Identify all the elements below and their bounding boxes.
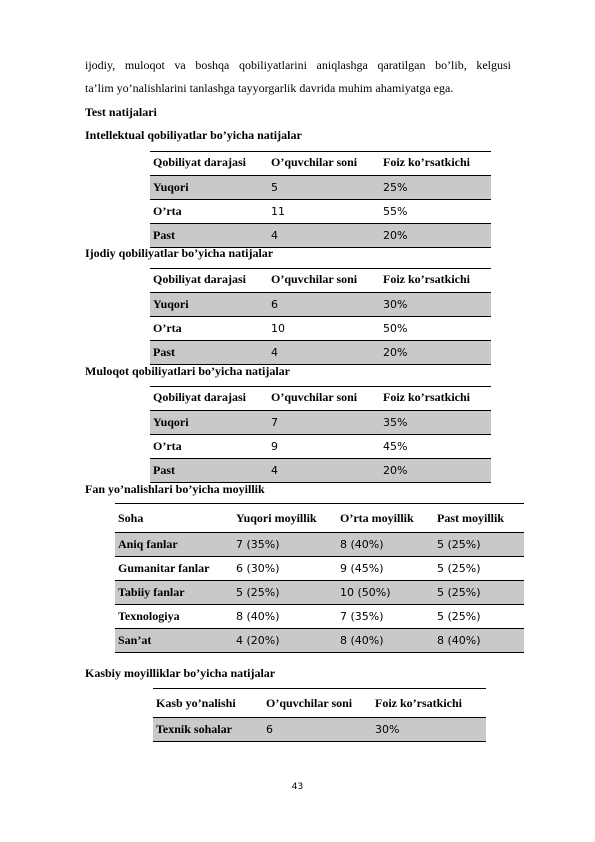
percent-cell: 25% [380,176,491,200]
intro-line-2: ta’lim yo’nalishlarini tanlashga tayyorgarlik davrida muhim ahamiyatga ega. [85,81,454,95]
table-careers [153,688,486,742]
header-cell: Qobiliyat darajasi [150,387,268,411]
section-title-communication: Muloqot qobiliyatlari bo’yicha natijalar [85,364,291,378]
level-cell: O’rta [150,317,268,341]
section-title-careers: Kasbiy moyilliklar bo’yicha natijalar [85,666,276,680]
high-cell: 6 (30%) [233,557,337,581]
low-cell: 5 (25%) [434,581,524,605]
table-header-row [150,152,491,176]
level-cell: Yuqori [150,411,268,435]
table-row [115,605,524,629]
percent-cell: 30% [372,718,486,742]
section-title-subjects: Fan yo’nalishlari bo’yicha moyillik [85,482,265,496]
percent-cell: 55% [380,200,491,224]
table-row [150,293,491,317]
table-communication [150,386,491,483]
table-row [153,718,486,742]
section-title-creative: Ijodiy qobiliyatlar bo’yicha natijalar [85,246,274,260]
career-cell: Texnik sohalar [153,718,263,742]
medium-cell: 9 (45%) [337,557,434,581]
header-cell: O’quvchilar soni [263,689,372,718]
low-cell: 5 (25%) [434,533,524,557]
count-cell: 5 [268,176,380,200]
table-creative [150,268,491,365]
header-cell: Past moyillik [434,504,524,533]
field-cell: Tabiiy fanlar [115,581,233,605]
level-cell: Past [150,341,268,365]
low-cell: 5 (25%) [434,557,524,581]
count-cell: 10 [268,317,380,341]
header-cell: Foiz ko’rsatkichi [372,689,486,718]
header-cell: O’quvchilar soni [268,269,380,293]
count-cell: 6 [268,293,380,317]
table-row [150,411,491,435]
table-row [115,533,524,557]
section-title-intellectual: Intellektual qobiliyatlar bo’yicha natijalar [85,128,302,142]
level-cell: Past [150,224,268,248]
level-cell: Yuqori [150,293,268,317]
medium-cell: 10 (50%) [337,581,434,605]
table-subjects [115,503,524,653]
percent-cell: 30% [380,293,491,317]
header-cell: Kasb yo’nalishi [153,689,263,718]
percent-cell: 20% [380,224,491,248]
field-cell: Texnologiya [115,605,233,629]
table-row [115,581,524,605]
header-cell: O’rta moyillik [337,504,434,533]
high-cell: 5 (25%) [233,581,337,605]
table-header-row [150,387,491,411]
header-cell: Foiz ko’rsatkichi [380,387,491,411]
header-cell: Foiz ko’rsatkichi [380,152,491,176]
percent-cell: 50% [380,317,491,341]
count-cell: 9 [268,435,380,459]
table-row [150,459,491,483]
table-row [150,224,491,248]
page-number: 43 [291,782,304,792]
table-row [150,317,491,341]
header-cell: Yuqori moyillik [233,504,337,533]
count-cell: 6 [263,718,372,742]
table-header-row [115,504,524,533]
table-header-row [150,269,491,293]
test-results-heading: Test natijalari [85,105,157,119]
high-cell: 8 (40%) [233,605,337,629]
header-cell: O’quvchilar soni [268,387,380,411]
percent-cell: 20% [380,459,491,483]
intro-line-1: ijodiy, muloqot va boshqa qobiliyatlarini aniqlashga qaratilgan bo’lib, kelgusi [85,58,511,72]
low-cell: 5 (25%) [434,605,524,629]
medium-cell: 7 (35%) [337,605,434,629]
header-cell: O’quvchilar soni [268,152,380,176]
medium-cell: 8 (40%) [337,533,434,557]
count-cell: 4 [268,341,380,365]
field-cell: San’at [115,629,233,653]
high-cell: 7 (35%) [233,533,337,557]
table-header-row [153,689,486,718]
level-cell: Past [150,459,268,483]
low-cell: 8 (40%) [434,629,524,653]
header-cell: Foiz ko’rsatkichi [380,269,491,293]
table-row [150,176,491,200]
percent-cell: 20% [380,341,491,365]
header-cell: Soha [115,504,233,533]
field-cell: Aniq fanlar [115,533,233,557]
table-row [150,435,491,459]
table-row [150,341,491,365]
medium-cell: 8 (40%) [337,629,434,653]
table-row [150,200,491,224]
table-row [115,629,524,653]
count-cell: 7 [268,411,380,435]
percent-cell: 35% [380,411,491,435]
count-cell: 11 [268,200,380,224]
level-cell: O’rta [150,435,268,459]
high-cell: 4 (20%) [233,629,337,653]
level-cell: Yuqori [150,176,268,200]
count-cell: 4 [268,459,380,483]
table-row [115,557,524,581]
field-cell: Gumanitar fanlar [115,557,233,581]
header-cell: Qobiliyat darajasi [150,152,268,176]
level-cell: O’rta [150,200,268,224]
table-intellectual [150,151,491,248]
count-cell: 4 [268,224,380,248]
header-cell: Qobiliyat darajasi [150,269,268,293]
percent-cell: 45% [380,435,491,459]
